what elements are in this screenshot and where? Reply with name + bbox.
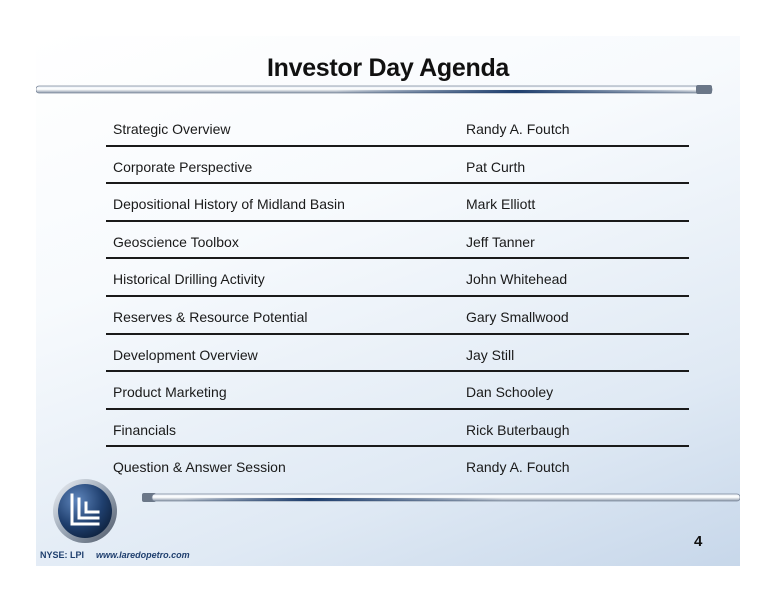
agenda-presenter: Jay Still bbox=[466, 346, 515, 363]
agenda-topic: Question & Answer Session bbox=[113, 459, 286, 476]
slide-title: Investor Day Agenda bbox=[266, 54, 510, 82]
agenda-topic: Financials bbox=[113, 421, 177, 438]
agenda-row bbox=[106, 222, 689, 260]
agenda-presenter: Gary Smallwood bbox=[466, 308, 569, 325]
agenda-row bbox=[106, 335, 689, 373]
agenda-presenter: Rick Buterbaugh bbox=[466, 421, 570, 438]
agenda-topic: Strategic Overview bbox=[113, 121, 231, 137]
laredo-logo-icon bbox=[52, 478, 118, 544]
agenda-presenter: Pat Curth bbox=[466, 158, 526, 175]
agenda-row bbox=[106, 297, 689, 335]
agenda-row bbox=[106, 184, 689, 222]
agenda-row bbox=[106, 259, 689, 297]
agenda-topic: Historical Drilling Activity bbox=[113, 271, 265, 288]
agenda-topic: Reserves & Resource Potential bbox=[113, 308, 308, 325]
agenda-topic: Corporate Perspective bbox=[113, 158, 253, 175]
title-divider-bar bbox=[36, 84, 740, 96]
agenda-row bbox=[106, 147, 689, 185]
page-number: 4 bbox=[694, 533, 703, 550]
agenda-topic: Geoscience Toolbox bbox=[113, 233, 239, 250]
agenda-presenter: Mark Elliott bbox=[466, 196, 536, 213]
agenda-row bbox=[106, 447, 689, 485]
agenda-row bbox=[106, 109, 689, 147]
agenda-presenter: John Whitehead bbox=[466, 271, 568, 288]
agenda-presenter: Randy A. Foutch bbox=[466, 121, 570, 137]
footer-website[interactable]: www.laredopetro.com bbox=[96, 550, 190, 560]
slide bbox=[36, 36, 740, 566]
agenda-table bbox=[106, 109, 689, 485]
agenda-presenter: Jeff Tanner bbox=[466, 233, 535, 250]
agenda-topic: Depositional History of Midland Basin bbox=[113, 196, 345, 213]
footer-divider-bar bbox=[142, 492, 740, 504]
agenda-row bbox=[106, 372, 689, 410]
footer-ticker: NYSE: LPI bbox=[40, 550, 85, 560]
agenda-presenter: Randy A. Foutch bbox=[466, 459, 570, 476]
agenda-row bbox=[106, 410, 689, 448]
agenda-presenter: Dan Schooley bbox=[466, 384, 554, 401]
agenda-topic: Product Marketing bbox=[113, 384, 227, 401]
agenda-topic: Development Overview bbox=[113, 346, 258, 363]
